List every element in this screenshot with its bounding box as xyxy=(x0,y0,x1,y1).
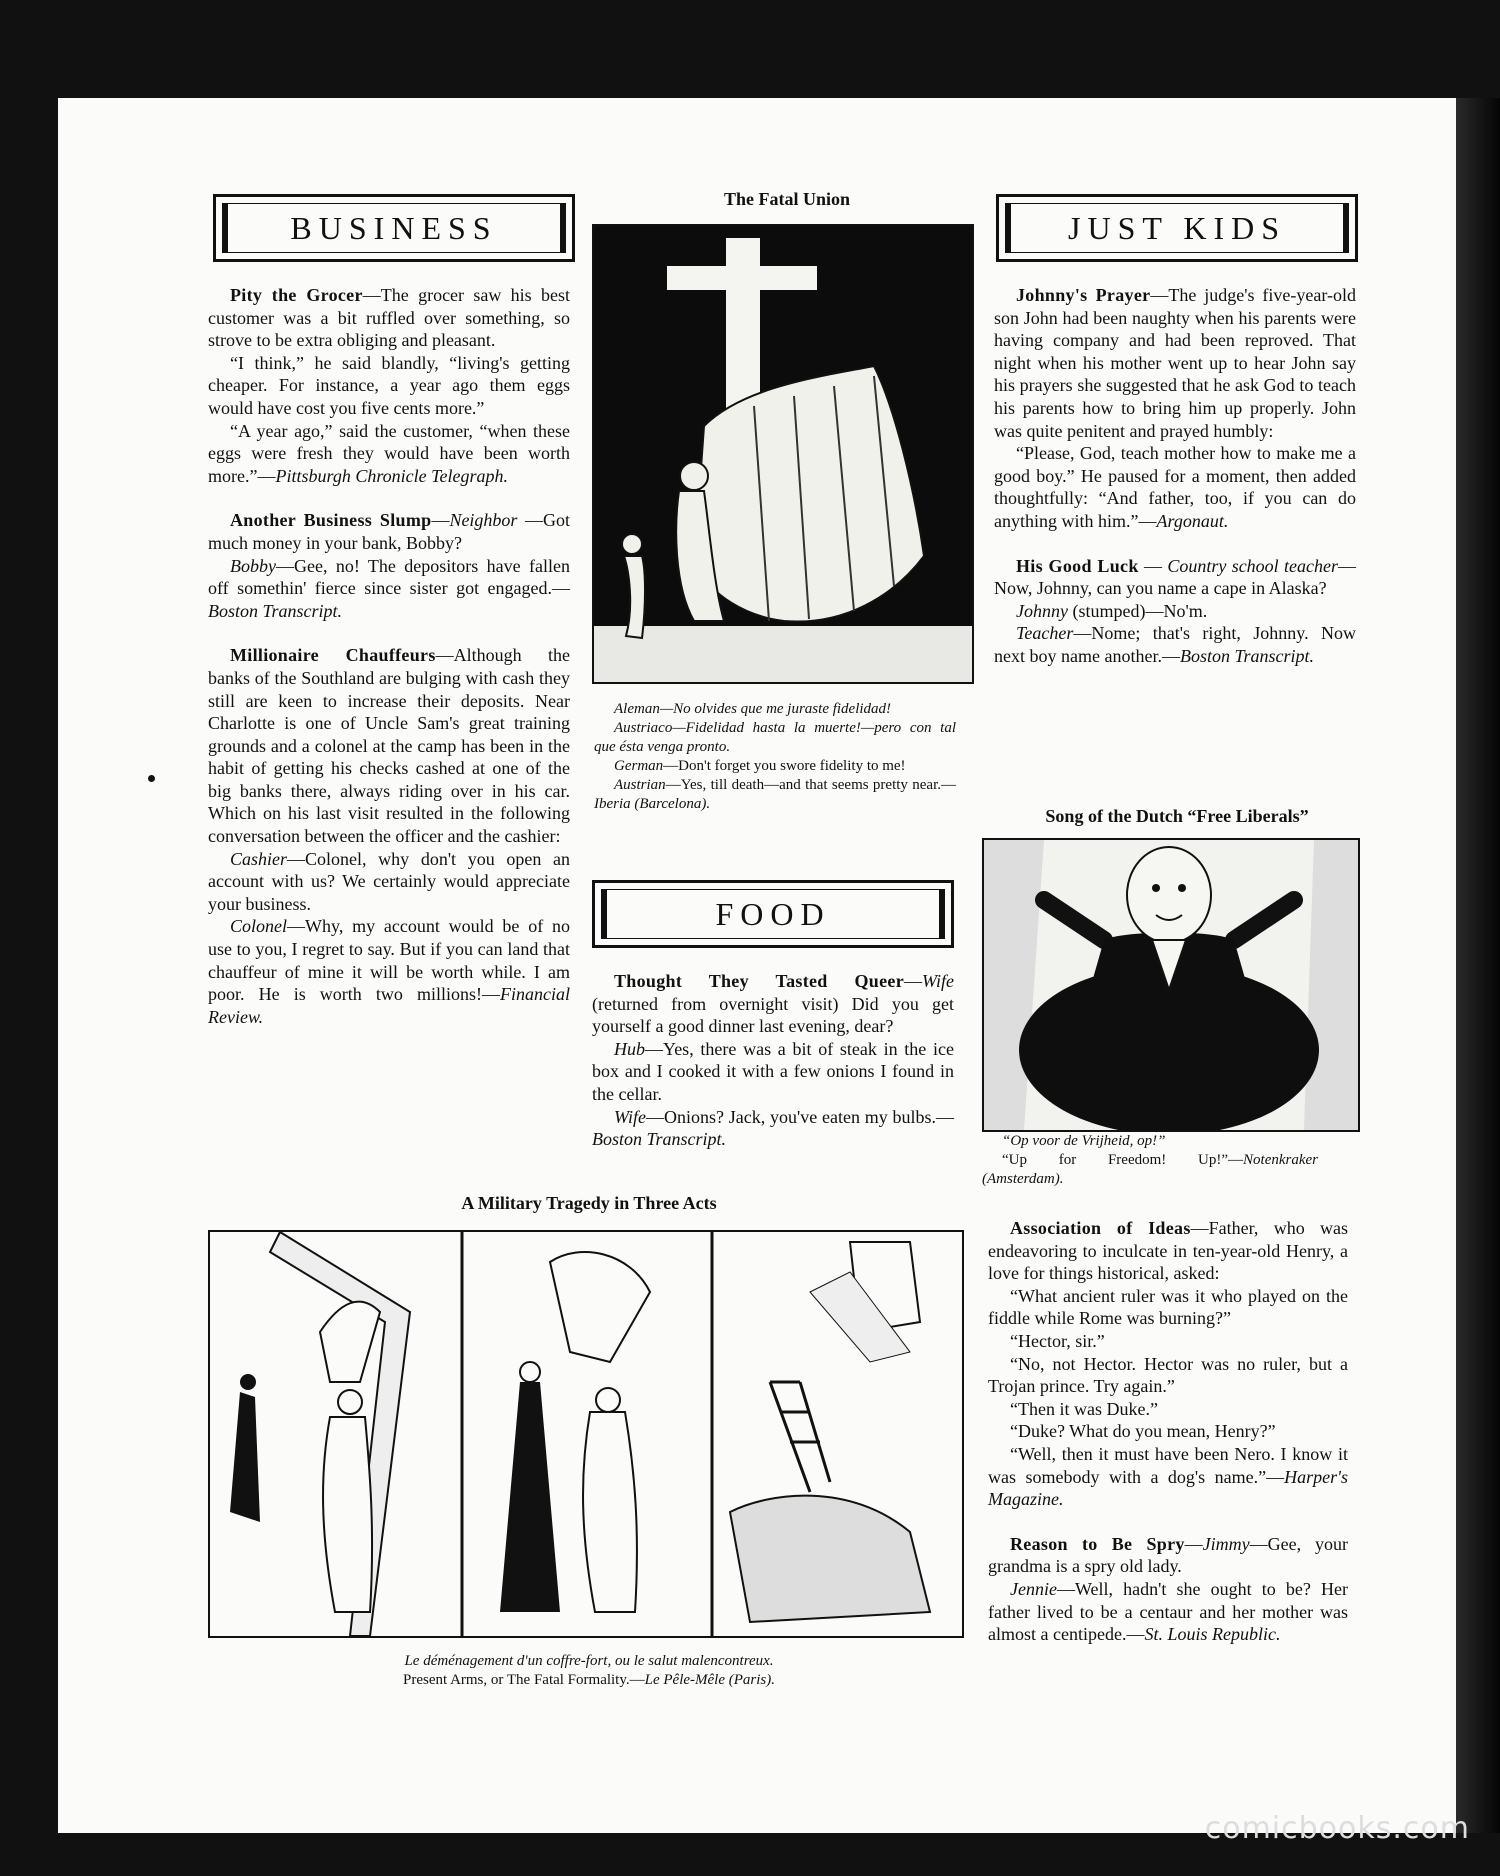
dutch-cartoon-title: Song of the Dutch “Free Liberals” xyxy=(1045,806,1309,826)
three-panel-illustration xyxy=(210,1232,962,1636)
caption-source: (Barcelona). xyxy=(634,796,711,812)
article-text: —Gee, no! The depositors have fallen off somethin' fierce since sister got engaged.— xyxy=(208,555,570,599)
speaker-name: Aleman xyxy=(614,701,660,717)
article-text: —Why, my account would be of no use to you, I regret to say. But if you can land that chauffeur of mine it will be worth while. I am poor. He is worth two millions!— xyxy=(208,916,570,1005)
article-text: “No, not Hector. Hector was no ruler, but a Trojan prince. Try again.” xyxy=(988,1353,1348,1397)
speaker-name: Wife xyxy=(922,971,954,991)
article-heading: Millionaire Chauffeurs xyxy=(230,645,436,666)
article-text: —The grocer saw his best customer was a bit ruffled over something, so strove to be extra obliging and pleasant. xyxy=(208,285,570,351)
article-text: “Then it was Duke.” xyxy=(1010,1398,1158,1419)
site-watermark: comicbooks.com xyxy=(1204,1811,1470,1846)
fatal-union-caption xyxy=(594,700,956,814)
speaker-name: Austrian xyxy=(614,777,666,793)
article-text: —Well, hadn't she ought to be? Her father lived to be a centaur and her mother was almost a centipede.— xyxy=(988,1578,1348,1645)
speaker-name: Johnny xyxy=(1016,600,1068,621)
speaker-name: Austriaco xyxy=(614,720,673,736)
article-text: — xyxy=(904,971,922,991)
speaker-name: Colonel xyxy=(230,916,287,937)
speaker-name: Hub xyxy=(614,1038,645,1059)
article-text: —Nome; that's right, Johnny. Now next boy name another.— xyxy=(994,623,1356,666)
article-text: “Please, God, teach mother how to make me a good boy.” He paused for a moment, then added thoughtfully: “And father, too, if you can do anything with him.”— xyxy=(994,443,1356,531)
article-source: Argonaut. xyxy=(1156,510,1229,531)
speaker-name: Bobby xyxy=(230,555,276,576)
article-source: Boston Transcript. xyxy=(1179,645,1314,666)
speaker-name: Jimmy xyxy=(1202,1533,1250,1554)
speaker-name: Country school teacher xyxy=(1167,555,1339,576)
business-header-box xyxy=(213,194,575,262)
article-source: Boston Transcript. xyxy=(592,1129,727,1150)
article-heading: Pity the Grocer xyxy=(230,285,363,305)
page-mark xyxy=(148,775,155,782)
article-source: Boston Transcript. xyxy=(208,600,343,621)
cross-cartoon-illustration xyxy=(594,226,972,682)
ideas-column xyxy=(988,1217,1348,1646)
dutch-cartoon xyxy=(982,838,1360,1132)
military-caption xyxy=(208,1652,970,1690)
article-text: —Colonel, why don't you open an account with us? We certainly would appreciate your business. xyxy=(208,848,570,914)
speaker-name: Jennie xyxy=(1010,1578,1057,1599)
military-title: A Military Tragedy in Three Acts xyxy=(461,1193,717,1213)
just-kids-header: JUST KIDS xyxy=(1005,203,1349,253)
article-heading: Another Business Slump xyxy=(230,510,432,531)
speaker-name: Cashier xyxy=(230,848,288,869)
article-text: — xyxy=(1138,555,1168,576)
caption-source: Iberia xyxy=(594,796,631,812)
dutch-caption xyxy=(982,1132,1318,1189)
article-heading: His Good Luck xyxy=(1016,555,1139,576)
article-heading: Association of Ideas xyxy=(1010,1218,1191,1238)
article-text: — xyxy=(1184,1533,1203,1554)
caption-text: Present Arms, or The Fatal Formality.— xyxy=(402,1672,645,1688)
article-text: —Onions? Jack, you've eaten my bulbs.— xyxy=(646,1106,954,1127)
speaker-name: Wife xyxy=(614,1106,646,1127)
speaker-name: Neighbor xyxy=(449,510,518,531)
business-header: BUSINESS xyxy=(222,203,566,253)
article-text: “A year ago,” said the customer, “when these eggs were fresh they would have been worth more.”— xyxy=(208,420,570,486)
article-text: —Yes, there was a bit of steak in the ice box and I cooked it with a few onions I found in the cellar. xyxy=(592,1038,954,1104)
just-kids-header-box xyxy=(996,194,1358,262)
fatal-union-cartoon xyxy=(592,224,974,684)
article-heading: Reason to Be Spry xyxy=(1010,1533,1185,1554)
book-spine xyxy=(1456,98,1500,1833)
food-header: FOOD xyxy=(601,889,945,939)
article-text: —Got much money in your bank, Bobby? xyxy=(208,510,571,553)
caption-text: “Op voor de Vrijheid, op!” xyxy=(1002,1133,1166,1149)
article-source: St. Louis Republic. xyxy=(1144,1624,1281,1645)
caption-text: “Up for Freedom! Up!”— xyxy=(1002,1152,1244,1168)
article-text: “Duke? What do you mean, Henry?” xyxy=(1010,1421,1276,1442)
article-text: — xyxy=(431,510,450,531)
food-column xyxy=(592,970,954,1151)
caption-text: —Don't forget you swore fidelity to me! xyxy=(663,758,906,774)
article-text: “What ancient ruler was it who played on the fiddle while Rome was burning?” xyxy=(988,1285,1348,1329)
caption-text: —No olvides que me juraste fidelidad! xyxy=(659,701,892,717)
article-text: —Father, who was endeavoring to inculcate in ten-year-old Henry, a love for things historical, asked: xyxy=(988,1218,1348,1284)
caption-source: (Paris). xyxy=(728,1672,775,1688)
caption-source: Notenkraker (Amsterdam). xyxy=(982,1152,1318,1187)
fatal-union-title: The Fatal Union xyxy=(723,189,851,209)
article-text: (returned from overnight visit) Did you get yourself a good dinner last evening, dear? xyxy=(592,993,954,1037)
article-text: —Although the banks of the Southland are bulging with cash they still are keen to increase their deposits. Near Charlotte is one of Uncle Sam's great training grounds and a colonel at the camp has been in the habit of getting his checks cashed at one of the big banks there, always riding over in his car. Which on his last visit resulted in the following conversation between the officer and the cashier: xyxy=(208,645,570,847)
article-text: —Gee, your grandma is a spry old lady. xyxy=(988,1533,1348,1577)
food-header-box xyxy=(592,880,954,948)
caption-text: Le déménagement d'un coffre-fort, ou le salut malencontreux. xyxy=(404,1653,774,1669)
article-text: —Now, Johnny, can you name a cape in Alaska? xyxy=(994,555,1357,599)
caption-text: —Yes, till death—and that seems pretty near.— xyxy=(665,777,956,793)
article-heading: Johnny's Prayer xyxy=(1016,285,1151,305)
article-text: “I think,” he said blandly, “living's getting cheaper. For instance, a year ago them eggs would have cost you five cents more.” xyxy=(208,352,570,418)
article-text: “Well, then it must have been Nero. I know it was somebody with a dog's name.”— xyxy=(988,1443,1348,1487)
business-column xyxy=(208,284,570,1028)
article-text: —The judge's five-year-old son John had been naughty when his parents were having company and had been reproved. That night when his mother went up to hear John say his prayers she suggested that he ask God to teach his parents how to bring him up properly. John was quite penitent and prayed humbly: xyxy=(994,285,1356,441)
liberal-figure-illustration xyxy=(984,840,1358,1130)
caption-source: Le Pêle-Mêle xyxy=(644,1672,725,1688)
just-kids-column xyxy=(994,284,1356,668)
speaker-name: Teacher xyxy=(1016,623,1074,644)
caption-text: —Fidelidad hasta la muerte!—pero con tal que ésta venga pronto. xyxy=(594,720,956,755)
speaker-name: German xyxy=(614,758,664,774)
article-text: (stumped)—No'm. xyxy=(1067,600,1208,621)
article-source: Financial Review. xyxy=(208,984,570,1027)
article-text: “Hector, sir.” xyxy=(1010,1330,1105,1351)
article-source: Pittsburgh Chronicle Telegraph. xyxy=(275,465,508,486)
military-cartoon xyxy=(208,1230,964,1638)
article-source: Harper's Magazine. xyxy=(988,1466,1348,1510)
article-heading: Thought They Tasted Queer xyxy=(614,971,904,991)
